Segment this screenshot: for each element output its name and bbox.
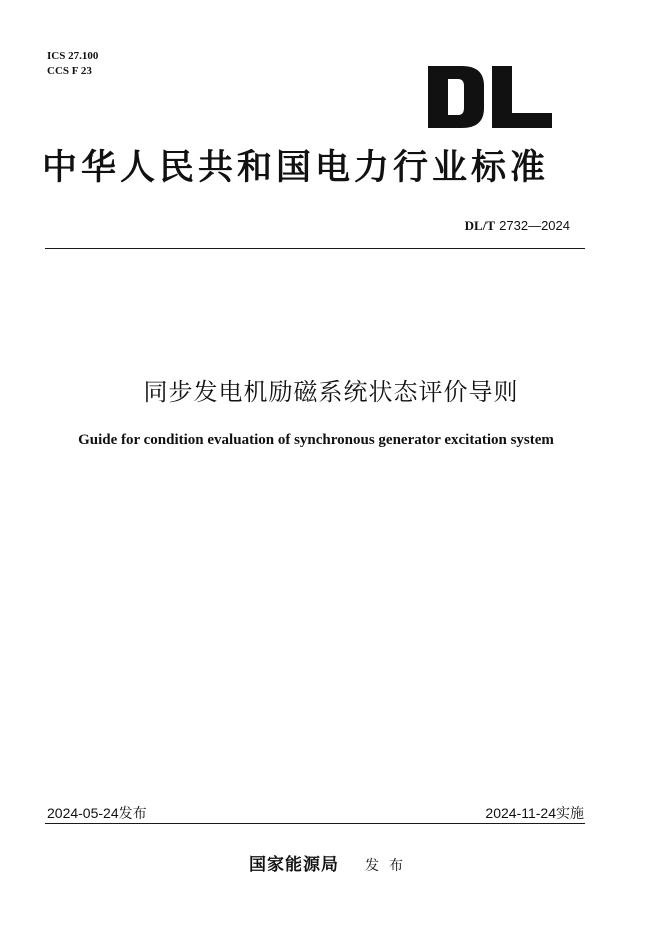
- issue-date: 2024-05-24发布: [47, 805, 147, 821]
- document-title-english: Guide for condition evaluation of synchronous generator excitation system: [78, 432, 554, 448]
- top-divider: [45, 248, 585, 249]
- effective-date: 2024-11-24实施: [485, 805, 584, 821]
- classification-codes: [47, 49, 98, 79]
- document-title-chinese: 同步发电机励磁系统状态评价导则: [143, 378, 519, 406]
- ccs-code: CCS F 23: [47, 65, 92, 77]
- issue-action: 发布: [365, 858, 413, 874]
- issuer-line: [0, 850, 662, 875]
- issuing-organization: 国家能源局: [249, 855, 339, 875]
- standard-year-number: 2732—2024: [499, 218, 570, 233]
- dl-logo: [428, 66, 552, 128]
- ics-code: ICS 27.100: [47, 50, 99, 62]
- bottom-divider: [45, 823, 585, 824]
- standard-number: [465, 218, 570, 234]
- standard-category-title: 中华人民共和国电力行业标准: [42, 147, 550, 188]
- standard-code: DL/T: [464, 218, 496, 233]
- dl-logo-mark: [428, 66, 552, 128]
